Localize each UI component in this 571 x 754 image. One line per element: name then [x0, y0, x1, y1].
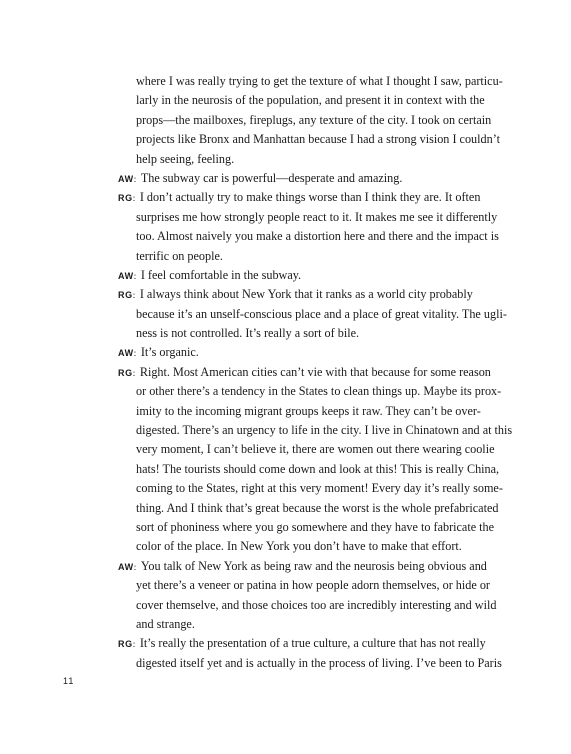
line-text: digested itself yet and is actually in the process of living. I’ve been to Paris: [136, 655, 502, 670]
line-text: imity to the incoming migrant groups keeps it raw. They can’t be over-: [136, 403, 481, 418]
speaker-turn-line: [118, 169, 498, 188]
text-line: [118, 537, 498, 556]
speaker-turn-line: [118, 188, 498, 207]
line-text: and strange.: [136, 616, 195, 631]
text-line: props—the mailboxes, fireplugs, any texture of the city. I took on certain: [136, 112, 492, 127]
text-line: [118, 479, 503, 498]
line-text: You talk of New York as being raw and the neurosis being obvious and: [140, 558, 487, 573]
line-text: I feel comfortable in the subway.: [140, 267, 302, 282]
text-line: [118, 382, 502, 401]
line-text: digested. There’s an urgency to life in the city. I live in Chinatown and at this: [136, 423, 513, 438]
text-line: projects like Bronx and Manhattan because I had a strong vision I couldn’t: [136, 132, 500, 147]
line-text: or other there’s a tendency in the States to clean things up. Maybe its prox-: [136, 384, 502, 399]
line-text: coming to the States, right at this very moment! Every day it’s really some-: [136, 481, 503, 496]
line-text: because it’s an unself-conscious place and a place of great vitality. The ugli-: [136, 306, 507, 321]
line-text: ness is not controlled. It’s really a sort of bile.: [136, 326, 360, 341]
speaker-initials: RG: [118, 367, 133, 378]
speaker-label: AW:: [118, 173, 137, 184]
line-text: hats! The tourists should come down and look at this! This is really China,: [136, 461, 500, 476]
line-text: cover themselve, and those choices too are incredibly interesting and wild: [136, 597, 497, 612]
text-line: [118, 440, 498, 459]
text-line: [118, 208, 498, 227]
speaker-label: RG:: [118, 290, 136, 301]
speaker-turn-line: [118, 285, 498, 304]
line-text: surprises me how strongly people react to it. It makes me see it differently: [136, 209, 498, 224]
speaker-turn-line: [118, 557, 498, 576]
line-text: I always think about New York that it ranks as a world city probably: [139, 287, 473, 302]
speaker-label: RG:: [118, 367, 136, 378]
line-text: thing. And I think that’s great because the worst is the whole prefabricated: [136, 500, 499, 515]
line-text: Right. Most American cities can’t vie with that because for some reason: [139, 364, 491, 379]
text-line: [118, 576, 498, 595]
speaker-initials: AW: [118, 270, 134, 281]
text-line: [118, 227, 498, 246]
speaker-label: AW:: [118, 561, 137, 572]
text-line: [118, 324, 498, 343]
speaker-initials: RG: [118, 193, 133, 204]
line-text: yet there’s a veneer or patina in how people adorn themselves, or hide or: [136, 578, 490, 593]
line-text: It’s organic.: [140, 345, 199, 360]
line-text: color of the place. In New York you don’t have to make that effort.: [136, 539, 462, 554]
text-line: [118, 247, 498, 266]
text-line: larly in the neurosis of the population, and present it in context with the: [136, 93, 485, 108]
speaker-turn-line: [118, 363, 498, 382]
interview-text: [118, 72, 513, 673]
line-text: terrific on people.: [136, 248, 223, 263]
text-line: [118, 654, 502, 673]
page-number: 11: [63, 676, 75, 686]
speaker-label: RG:: [118, 639, 136, 650]
text-line: [118, 499, 498, 518]
line-text: I don’t actually try to make things worse than I think they are. It often: [139, 190, 481, 205]
text-line: [118, 596, 498, 615]
speaker-initials: RG: [118, 290, 133, 301]
text-line: [118, 460, 498, 479]
text-line: [118, 518, 498, 537]
text-line: where I was really trying to get the texture of what I thought I saw, particu-: [136, 74, 503, 88]
text-line: [118, 402, 498, 421]
line-text: very moment, I can’t believe it, there are women out there wearing coolie: [136, 442, 495, 457]
speaker-initials: AW: [118, 561, 134, 572]
text-line: [118, 305, 507, 324]
text-line: [118, 615, 498, 634]
speaker-turn-line: [118, 266, 498, 285]
line-text: sort of phoniness where you go somewhere and they have to fabricate the: [136, 519, 495, 534]
line-text: too. Almost naively you make a distortion here and there and the impact is: [136, 229, 499, 244]
line-text: It’s really the presentation of a true culture, a culture that has not really: [139, 636, 486, 651]
speaker-label: RG:: [118, 193, 136, 204]
speaker-initials: AW: [118, 348, 134, 359]
speaker-label: AW:: [118, 270, 137, 281]
speaker-turn-line: [118, 634, 498, 653]
speaker-initials: AW: [118, 173, 134, 184]
speaker-label: AW:: [118, 348, 137, 359]
line-text: The subway car is powerful—desperate and amazing.: [140, 170, 403, 185]
text-line: [118, 421, 513, 440]
speaker-initials: RG: [118, 639, 133, 650]
text-line: help seeing, feeling.: [136, 151, 235, 166]
speaker-turn-line: [118, 343, 498, 362]
